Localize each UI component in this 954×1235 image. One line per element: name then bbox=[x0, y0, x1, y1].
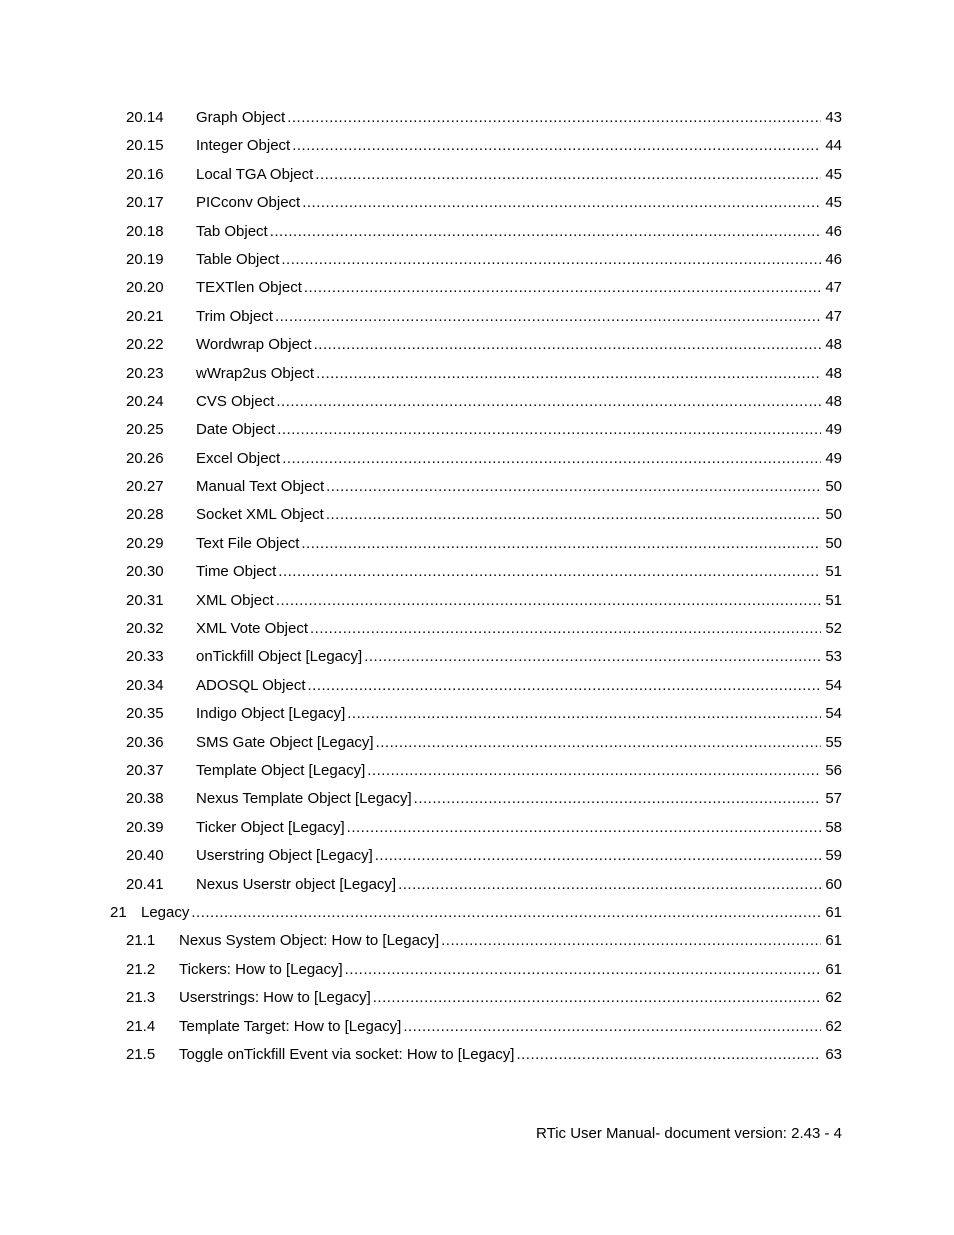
toc-entry-page-number[interactable]: 47 bbox=[821, 274, 842, 302]
toc-entry-title-wrap bbox=[196, 331, 821, 359]
toc-entry-number: 21.4 bbox=[126, 1017, 156, 1035]
toc-entry[interactable] bbox=[0, 331, 954, 359]
toc-entry-title-wrap bbox=[196, 530, 821, 558]
toc-entry-page-number[interactable]: 50 bbox=[821, 501, 842, 529]
toc-entry[interactable] bbox=[0, 445, 954, 473]
toc-entry-page-number[interactable]: 61 bbox=[821, 956, 842, 984]
toc-entry-title[interactable]: CVS Object bbox=[196, 388, 276, 416]
table-of-contents bbox=[0, 104, 954, 1069]
toc-entry-number: 20.17 bbox=[126, 194, 164, 212]
toc-entry-title-wrap bbox=[196, 842, 821, 870]
toc-entry-title[interactable]: SMS Gate Object [Legacy] bbox=[196, 729, 376, 757]
toc-dot-leader bbox=[302, 189, 821, 217]
toc-entry[interactable] bbox=[0, 1041, 954, 1069]
toc-entry-title[interactable]: onTickfill Object [Legacy] bbox=[196, 643, 364, 671]
toc-dot-leader bbox=[276, 587, 821, 615]
toc-entry-page-number[interactable]: 48 bbox=[821, 360, 842, 388]
toc-entry-title[interactable]: Table Object bbox=[196, 246, 281, 274]
toc-dot-leader bbox=[277, 416, 821, 444]
toc-entry-title[interactable]: XML Vote Object bbox=[196, 615, 310, 643]
toc-entry-title-wrap bbox=[196, 700, 821, 728]
toc-entry-title-wrap bbox=[196, 360, 821, 388]
toc-entry-title[interactable]: wWrap2us Object bbox=[196, 360, 316, 388]
toc-dot-leader bbox=[326, 501, 821, 529]
toc-dot-leader bbox=[275, 303, 821, 331]
toc-entry-title[interactable]: TEXTlen Object bbox=[196, 274, 304, 302]
toc-entry-number: 20.39 bbox=[126, 818, 164, 836]
toc-entry[interactable] bbox=[0, 132, 954, 160]
toc-entry-page-number[interactable]: 51 bbox=[821, 558, 842, 586]
toc-entry-title-wrap bbox=[141, 899, 821, 927]
toc-dot-leader bbox=[287, 104, 821, 132]
toc-entry-page-number[interactable]: 62 bbox=[821, 984, 842, 1012]
toc-entry-number: 20.16 bbox=[126, 165, 164, 183]
toc-entry[interactable] bbox=[0, 672, 954, 700]
toc-entry-number: 20.25 bbox=[126, 421, 164, 439]
toc-entry-title-wrap bbox=[196, 416, 821, 444]
toc-dot-leader bbox=[191, 899, 821, 927]
toc-entry-page-number[interactable]: 46 bbox=[821, 218, 842, 246]
toc-entry-page-number[interactable]: 61 bbox=[821, 927, 842, 955]
toc-entry-page-number[interactable]: 44 bbox=[821, 132, 842, 160]
toc-entry-title-wrap bbox=[196, 218, 821, 246]
toc-entry-title[interactable]: Graph Object bbox=[196, 104, 287, 132]
toc-entry[interactable] bbox=[0, 643, 954, 671]
toc-entry[interactable] bbox=[0, 927, 954, 955]
toc-entry[interactable] bbox=[0, 814, 954, 842]
toc-dot-leader bbox=[326, 473, 821, 501]
toc-entry-number: 20.28 bbox=[126, 506, 164, 524]
toc-entry-title[interactable]: Tab Object bbox=[196, 218, 270, 246]
toc-entry-title-wrap bbox=[196, 814, 821, 842]
toc-entry-title-wrap bbox=[196, 104, 821, 132]
toc-entry-title-wrap bbox=[196, 587, 821, 615]
toc-entry-title[interactable]: Excel Object bbox=[196, 445, 282, 473]
toc-entry-title-wrap bbox=[196, 445, 821, 473]
toc-entry-title-wrap bbox=[179, 927, 821, 955]
toc-entry-title[interactable]: Legacy bbox=[141, 899, 191, 927]
toc-dot-leader bbox=[414, 785, 821, 813]
toc-entry[interactable] bbox=[0, 984, 954, 1012]
toc-entry-title-wrap bbox=[196, 274, 821, 302]
toc-dot-leader bbox=[304, 274, 821, 302]
toc-entry-number: 21.1 bbox=[126, 932, 156, 950]
toc-entry-number: 20.27 bbox=[126, 478, 164, 496]
toc-entry-number: 20.20 bbox=[126, 279, 164, 297]
toc-entry-title[interactable]: Wordwrap Object bbox=[196, 331, 314, 359]
toc-entry-number: 21.5 bbox=[126, 1045, 156, 1063]
toc-entry[interactable] bbox=[0, 558, 954, 586]
toc-entry-title[interactable]: Time Object bbox=[196, 558, 278, 586]
toc-entry-number: 20.40 bbox=[126, 847, 164, 865]
toc-entry[interactable] bbox=[0, 956, 954, 984]
toc-entry-title-wrap bbox=[196, 757, 821, 785]
toc-entry[interactable] bbox=[0, 842, 954, 870]
toc-entry-title[interactable]: ADOSQL Object bbox=[196, 672, 307, 700]
toc-entry-number: 20.41 bbox=[126, 875, 164, 893]
toc-dot-leader bbox=[367, 757, 821, 785]
toc-dot-leader bbox=[292, 132, 821, 160]
toc-entry-title-wrap bbox=[179, 956, 821, 984]
toc-entry-title-wrap bbox=[196, 672, 821, 700]
toc-entry-number: 21 bbox=[110, 903, 127, 921]
toc-dot-leader bbox=[270, 218, 821, 246]
toc-dot-leader bbox=[278, 558, 821, 586]
toc-entry-number: 20.30 bbox=[126, 563, 164, 581]
toc-entry-number: 20.32 bbox=[126, 620, 164, 638]
toc-entry-title-wrap bbox=[196, 871, 821, 899]
toc-entry-number: 20.37 bbox=[126, 761, 164, 779]
toc-dot-leader bbox=[364, 643, 821, 671]
toc-entry-title-wrap bbox=[196, 643, 821, 671]
toc-entry-page-number[interactable]: 49 bbox=[821, 416, 842, 444]
toc-entry-title-wrap bbox=[196, 132, 821, 160]
toc-entry-title[interactable]: Local TGA Object bbox=[196, 161, 315, 189]
toc-entry-number: 20.31 bbox=[126, 591, 164, 609]
toc-entry-number: 20.23 bbox=[126, 364, 164, 382]
toc-entry[interactable] bbox=[0, 729, 954, 757]
toc-dot-leader bbox=[516, 1041, 821, 1069]
toc-entry-number: 20.24 bbox=[126, 392, 164, 410]
toc-entry-page-number[interactable]: 48 bbox=[821, 388, 842, 416]
toc-dot-leader bbox=[345, 956, 821, 984]
toc-dot-leader bbox=[281, 246, 821, 274]
toc-entry-page-number[interactable]: 46 bbox=[821, 246, 842, 274]
toc-entry-title-wrap bbox=[196, 501, 821, 529]
page-footer: RTic User Manual- document version: 2.43 - 4 bbox=[536, 1125, 842, 1142]
toc-entry-title[interactable]: Userstrings: How to [Legacy] bbox=[179, 984, 373, 1012]
toc-dot-leader bbox=[347, 814, 821, 842]
toc-entry-number: 21.2 bbox=[126, 960, 156, 978]
toc-entry-page-number[interactable]: 53 bbox=[821, 643, 842, 671]
toc-entry[interactable] bbox=[0, 785, 954, 813]
toc-entry-title[interactable]: Nexus Userstr object [Legacy] bbox=[196, 871, 398, 899]
toc-entry-title[interactable]: Ticker Object [Legacy] bbox=[196, 814, 347, 842]
toc-entry-title-wrap bbox=[196, 729, 821, 757]
toc-entry-page-number[interactable]: 49 bbox=[821, 445, 842, 473]
toc-entry[interactable] bbox=[0, 871, 954, 899]
toc-entry-page-number[interactable]: 60 bbox=[821, 871, 842, 899]
toc-dot-leader bbox=[315, 161, 821, 189]
toc-entry[interactable] bbox=[0, 388, 954, 416]
toc-entry[interactable] bbox=[0, 1013, 954, 1041]
toc-entry-page-number[interactable]: 47 bbox=[821, 303, 842, 331]
toc-entry-page-number[interactable]: 59 bbox=[821, 842, 842, 870]
toc-entry-number: 20.34 bbox=[126, 676, 164, 694]
toc-entry-number: 20.21 bbox=[126, 307, 164, 325]
toc-entry[interactable] bbox=[0, 615, 954, 643]
toc-entry-title[interactable]: Date Object bbox=[196, 416, 277, 444]
toc-dot-leader bbox=[375, 842, 821, 870]
toc-entry[interactable] bbox=[0, 161, 954, 189]
toc-entry-title[interactable]: XML Object bbox=[196, 587, 276, 615]
toc-entry-number: 20.26 bbox=[126, 449, 164, 467]
toc-entry-title-wrap bbox=[196, 558, 821, 586]
toc-entry-page-number[interactable]: 45 bbox=[821, 161, 842, 189]
toc-entry[interactable] bbox=[0, 246, 954, 274]
toc-entry-title[interactable]: Text File Object bbox=[196, 530, 301, 558]
toc-dot-leader bbox=[301, 530, 821, 558]
toc-entry-title[interactable]: Template Object [Legacy] bbox=[196, 757, 367, 785]
toc-dot-leader bbox=[310, 615, 821, 643]
toc-dot-leader bbox=[314, 331, 821, 359]
toc-entry-title-wrap bbox=[196, 246, 821, 274]
toc-entry-number: 20.15 bbox=[126, 137, 164, 155]
toc-entry[interactable] bbox=[0, 104, 954, 132]
toc-entry[interactable] bbox=[0, 416, 954, 444]
toc-dot-leader bbox=[403, 1013, 821, 1041]
toc-entry-number: 20.35 bbox=[126, 705, 164, 723]
toc-entry-page-number[interactable]: 62 bbox=[821, 1013, 842, 1041]
toc-entry-title[interactable]: Nexus System Object: How to [Legacy] bbox=[179, 927, 441, 955]
toc-entry-title-wrap bbox=[196, 388, 821, 416]
toc-entry-title-wrap bbox=[196, 303, 821, 331]
toc-dot-leader bbox=[398, 871, 821, 899]
toc-entry-title[interactable]: Nexus Template Object [Legacy] bbox=[196, 785, 414, 813]
toc-entry-page-number[interactable]: 51 bbox=[821, 587, 842, 615]
toc-entry-number: 20.36 bbox=[126, 733, 164, 751]
toc-entry-title-wrap bbox=[196, 785, 821, 813]
toc-dot-leader bbox=[282, 445, 821, 473]
toc-entry-title[interactable]: Userstring Object [Legacy] bbox=[196, 842, 375, 870]
toc-dot-leader bbox=[441, 927, 821, 955]
toc-entry-number: 20.18 bbox=[126, 222, 164, 240]
toc-entry-page-number[interactable]: 63 bbox=[821, 1041, 842, 1069]
toc-entry-title[interactable]: Indigo Object [Legacy] bbox=[196, 700, 347, 728]
toc-entry[interactable] bbox=[0, 218, 954, 246]
toc-entry-number: 20.33 bbox=[126, 648, 164, 666]
toc-entry[interactable] bbox=[0, 360, 954, 388]
toc-dot-leader bbox=[307, 672, 821, 700]
toc-entry-page-number[interactable]: 58 bbox=[821, 814, 842, 842]
toc-dot-leader bbox=[316, 360, 821, 388]
toc-entry-title-wrap bbox=[179, 984, 821, 1012]
toc-entry[interactable] bbox=[0, 501, 954, 529]
toc-entry-title-wrap bbox=[196, 161, 821, 189]
toc-entry-title[interactable]: Socket XML Object bbox=[196, 501, 326, 529]
toc-entry[interactable] bbox=[0, 757, 954, 785]
toc-entry-title[interactable]: Tickers: How to [Legacy] bbox=[179, 956, 345, 984]
toc-entry-page-number[interactable]: 50 bbox=[821, 530, 842, 558]
toc-entry-title[interactable]: Manual Text Object bbox=[196, 473, 326, 501]
toc-entry-page-number[interactable]: 57 bbox=[821, 785, 842, 813]
toc-entry[interactable] bbox=[0, 899, 954, 927]
toc-entry[interactable] bbox=[0, 700, 954, 728]
toc-entry-title-wrap bbox=[179, 1013, 821, 1041]
toc-entry[interactable] bbox=[0, 274, 954, 302]
toc-entry-title[interactable]: PICconv Object bbox=[196, 189, 302, 217]
toc-dot-leader bbox=[373, 984, 821, 1012]
toc-entry[interactable] bbox=[0, 303, 954, 331]
toc-entry-title[interactable]: Template Target: How to [Legacy] bbox=[179, 1013, 403, 1041]
toc-dot-leader bbox=[347, 700, 821, 728]
toc-entry[interactable] bbox=[0, 530, 954, 558]
toc-entry-number: 20.22 bbox=[126, 336, 164, 354]
toc-entry-page-number[interactable]: 43 bbox=[821, 104, 842, 132]
toc-entry-page-number[interactable]: 45 bbox=[821, 189, 842, 217]
toc-entry-page-number[interactable]: 48 bbox=[821, 331, 842, 359]
toc-entry-title-wrap bbox=[196, 615, 821, 643]
toc-entry-page-number[interactable]: 52 bbox=[821, 615, 842, 643]
toc-entry-page-number[interactable]: 61 bbox=[821, 899, 842, 927]
toc-entry-title-wrap bbox=[196, 473, 821, 501]
toc-dot-leader bbox=[276, 388, 821, 416]
toc-entry-title[interactable]: Trim Object bbox=[196, 303, 275, 331]
toc-entry-title[interactable]: Integer Object bbox=[196, 132, 292, 160]
toc-entry-number: 21.3 bbox=[126, 989, 156, 1007]
toc-entry[interactable] bbox=[0, 587, 954, 615]
toc-entry-number: 20.38 bbox=[126, 790, 164, 808]
toc-dot-leader bbox=[376, 729, 821, 757]
toc-entry-page-number[interactable]: 50 bbox=[821, 473, 842, 501]
toc-entry-title-wrap bbox=[179, 1041, 821, 1069]
toc-entry-page-number[interactable]: 54 bbox=[821, 700, 842, 728]
toc-entry-title[interactable]: Toggle onTickfill Event via socket: How to [Legacy] bbox=[179, 1041, 516, 1069]
toc-entry-number: 20.19 bbox=[126, 250, 164, 268]
toc-entry[interactable] bbox=[0, 473, 954, 501]
toc-entry-page-number[interactable]: 56 bbox=[821, 757, 842, 785]
toc-entry-title-wrap bbox=[196, 189, 821, 217]
toc-entry-number: 20.29 bbox=[126, 534, 164, 552]
toc-entry-number: 20.14 bbox=[126, 109, 164, 126]
toc-entry[interactable] bbox=[0, 189, 954, 217]
toc-entry-page-number[interactable]: 54 bbox=[821, 672, 842, 700]
toc-entry-page-number[interactable]: 55 bbox=[821, 729, 842, 757]
